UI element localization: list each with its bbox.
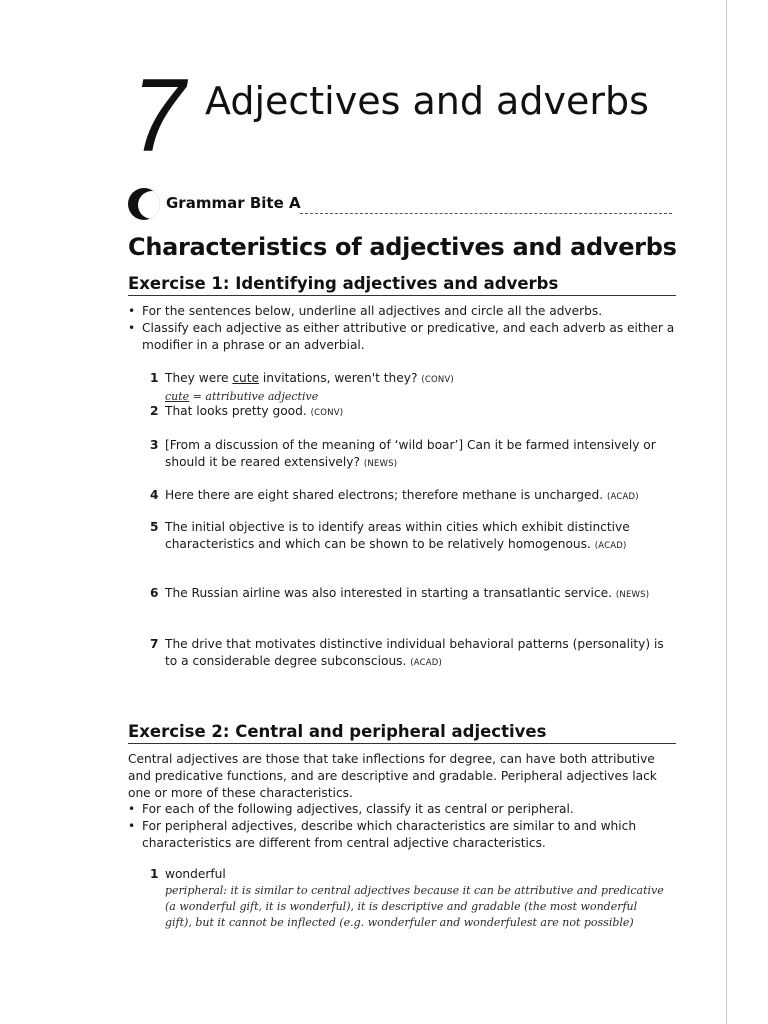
item-number: 1 <box>150 371 159 385</box>
exercise-1-item-2: 2 That looks pretty good. (CONV) <box>150 404 344 418</box>
handwritten-answer: peripheral: it is similar to central adjectives because it can be attributive and predicative (a wonderful gift, it is wonderful), it is descriptive and gradable (the most wonderful gift), but it cannot be inflected (e.g. wonderfuler and wonderfulest are not possible) <box>165 884 664 929</box>
instruction-bullet: • For peripheral adjectives, describe which characteristics are similar to and which characteristics are different from central adjective characteristics. <box>128 818 676 852</box>
chapter-number: 7 <box>132 58 186 174</box>
exercise-1-item-7: 7 The drive that motivates distinctive individual behavioral patterns (personality) is to a considerable degree subconscious. (ACAD) <box>150 637 664 668</box>
handwritten-answer: cute = attributive adjective <box>165 390 319 403</box>
chapter-title: Adjectives and adverbs <box>205 79 649 123</box>
item-number: 7 <box>150 637 159 651</box>
item-number: 4 <box>150 488 159 502</box>
item-number: 5 <box>150 520 159 534</box>
grammar-bite-label: Grammar Bite A <box>166 194 301 212</box>
instruction-bullet: • Classify each adjective as either attributive or predicative, and each adverb as either a modifier in a phrase or an adverbial. <box>128 320 688 354</box>
register-tag: (CONV) <box>421 375 454 385</box>
instruction-bullet: • For each of the following adjectives, classify it as central or peripheral. <box>128 801 676 818</box>
register-tag: (ACAD) <box>594 541 627 551</box>
exercise-1-instructions <box>128 303 688 354</box>
instruction-bullet: • For the sentences below, underline all adjectives and circle all the adverbs. <box>128 303 688 320</box>
exercise-2-instructions <box>128 801 676 852</box>
exercise-2-heading: Exercise 2: Central and peripheral adjectives <box>128 722 676 744</box>
page-edge-line <box>726 0 727 1024</box>
item-number: 1 <box>150 867 159 881</box>
grammar-bite-rule <box>300 213 672 214</box>
exercise-1-item-4: 4 Here there are eight shared electrons; therefore methane is uncharged. (ACAD) <box>150 488 639 502</box>
section-title: Characteristics of adjectives and adverbs <box>128 233 677 261</box>
exercise-1-heading: Exercise 1: Identifying adjectives and adverbs <box>128 274 676 296</box>
register-tag: (NEWS) <box>363 459 398 469</box>
exercise-1-item-5: 5 The initial objective is to identify areas within cities which exhibit distinctive characteristics and which can be shown to be relatively homogenous. (ACAD) <box>150 520 630 551</box>
register-tag: (NEWS) <box>615 590 650 600</box>
exercise-1-item-3: 3 [From a discussion of the meaning of ‘wild boar’] Can it be farmed intensively or should it be reared extensively? (NEWS) <box>150 438 656 469</box>
item-number: 6 <box>150 586 159 600</box>
underlined-adjective: cute <box>232 371 260 385</box>
register-tag: (ACAD) <box>607 492 639 502</box>
item-number: 3 <box>150 438 159 452</box>
exercise-2-intro: Central adjectives are those that take inflections for degree, can have both attributive and predicative functions, and are descriptive and gradable. Peripheral adjectives lack one or more of these characteristics. <box>128 752 657 800</box>
register-tag: (CONV) <box>310 408 344 418</box>
exercise-1-item-1: 1 They were cute invitations, weren't they? (CONV) cute = attributive adjective <box>150 370 680 405</box>
crescent-moon-icon <box>128 188 160 220</box>
item-number: 2 <box>150 404 159 418</box>
register-tag: (ACAD) <box>410 658 443 668</box>
exercise-2-item-1: 1 wonderful peripheral: it is similar to central adjectives because it can be attributive and predicative (a wonderful gift, it is wonderful), it is descriptive and gradable (the most wonderful gift), but it cannot be inflected (e.g. wonderfuler and wonderfulest are not possible) <box>150 867 664 929</box>
exercise-1-item-6: 6 The Russian airline was also interested in starting a transatlantic service. (NEWS) <box>150 586 650 600</box>
